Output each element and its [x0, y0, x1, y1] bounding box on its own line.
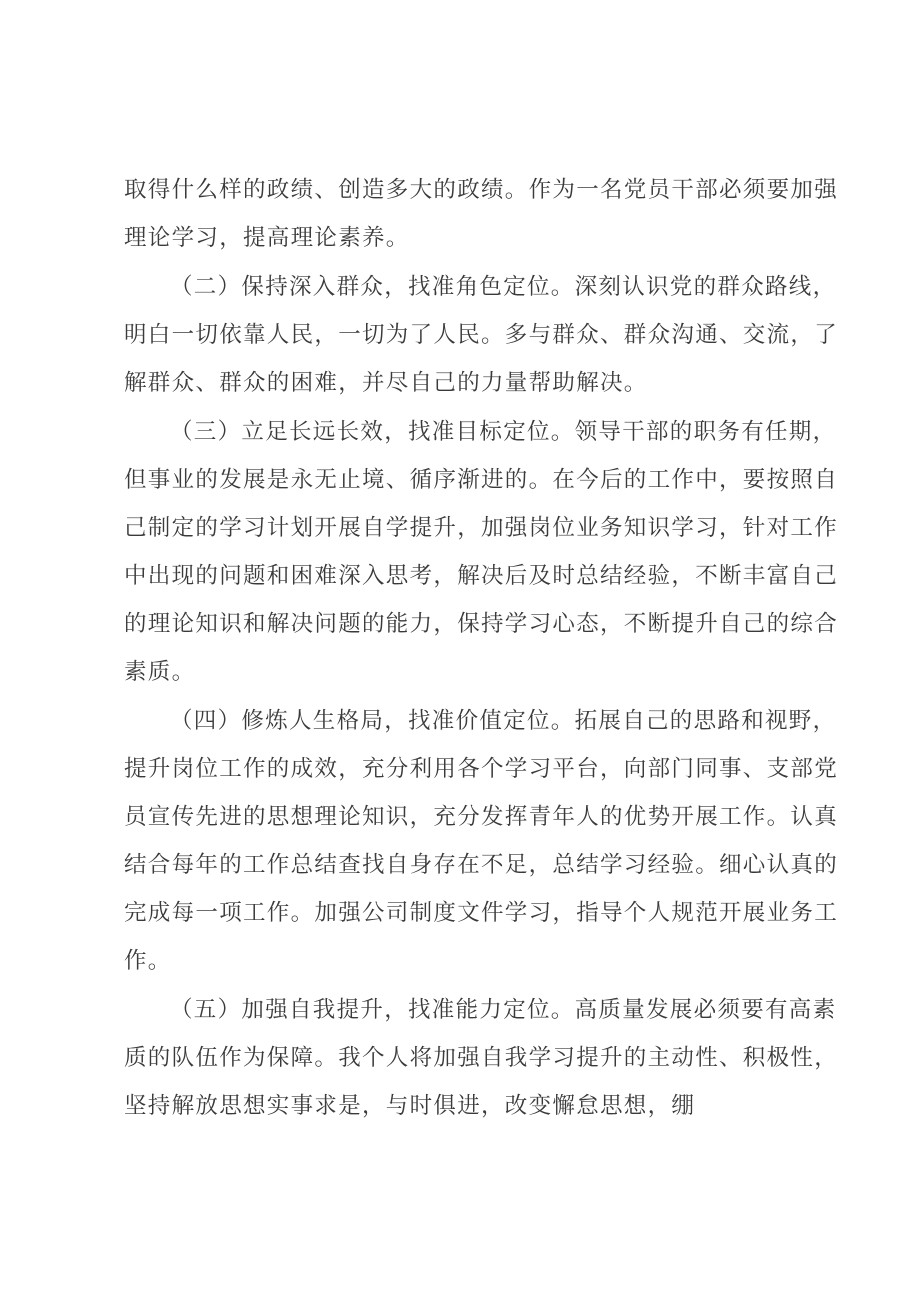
text-line: 提升岗位工作的成效，充分利用各个学习平台，向部门同事、支部党 — [124, 756, 839, 782]
section-heading-line: （二）保持深入群众，找准角色定位。深刻认识党的群众路线， — [170, 274, 837, 300]
text-line: 明白一切依靠人民，一切为了人民。多与群众、群众沟通、交流，了 — [124, 322, 839, 348]
text-line: 作。 — [124, 948, 172, 974]
text-line: 但事业的发展是永无止境、循序渐进的。在今后的工作中，要按照自 — [124, 467, 839, 493]
paragraph-continuation — [124, 166, 839, 262]
section-heading-line: （三）立足长远长效，找准目标定位。领导干部的职务有任期， — [170, 419, 837, 445]
text-line: 己制定的学习计划开展自学提升，加强岗位业务知识学习，针对工作 — [124, 515, 839, 541]
text-line: 解群众、群众的困难，并尽自己的力量帮助解决。 — [124, 370, 648, 396]
text-line: 取得什么样的政绩、创造多大的政绩。作为一名党员干部必须要加强 — [124, 177, 839, 203]
text-line: 的理论知识和解决问题的能力，保持学习心态，不断提升自己的综合 — [124, 611, 839, 637]
paragraph-section-2 — [124, 263, 839, 407]
paragraph-section-3 — [124, 408, 839, 696]
paragraph-section-5 — [124, 986, 839, 1130]
text-line: 中出现的问题和困难深入思考，解决后及时总结经验，不断丰富自己 — [124, 563, 839, 589]
document-page — [124, 166, 839, 1131]
paragraph-section-4 — [124, 697, 839, 985]
text-line: 质的队伍作为保障。我个人将加强自我学习提升的主动性、积极性， — [124, 1045, 839, 1071]
text-line: 员宣传先进的思想理论知识，充分发挥青年人的优势开展工作。认真 — [124, 804, 839, 830]
text-line: 完成每一项工作。加强公司制度文件学习，指导个人规范开展业务工 — [124, 900, 839, 926]
text-line: 结合每年的工作总结查找自身存在不足，总结学习经验。细心认真的 — [124, 852, 839, 878]
text-line: 坚持解放思想实事求是，与时俱进，改变懈怠思想，绷 — [124, 1093, 696, 1119]
section-heading-line: （四）修炼人生格局，找准价值定位。拓展自己的思路和视野， — [170, 708, 837, 734]
section-heading-line: （五）加强自我提升，找准能力定位。高质量发展必须要有高素 — [170, 997, 837, 1023]
text-line: 素质。 — [124, 659, 196, 685]
text-line: 理论学习，提高理论素养。 — [124, 225, 410, 251]
